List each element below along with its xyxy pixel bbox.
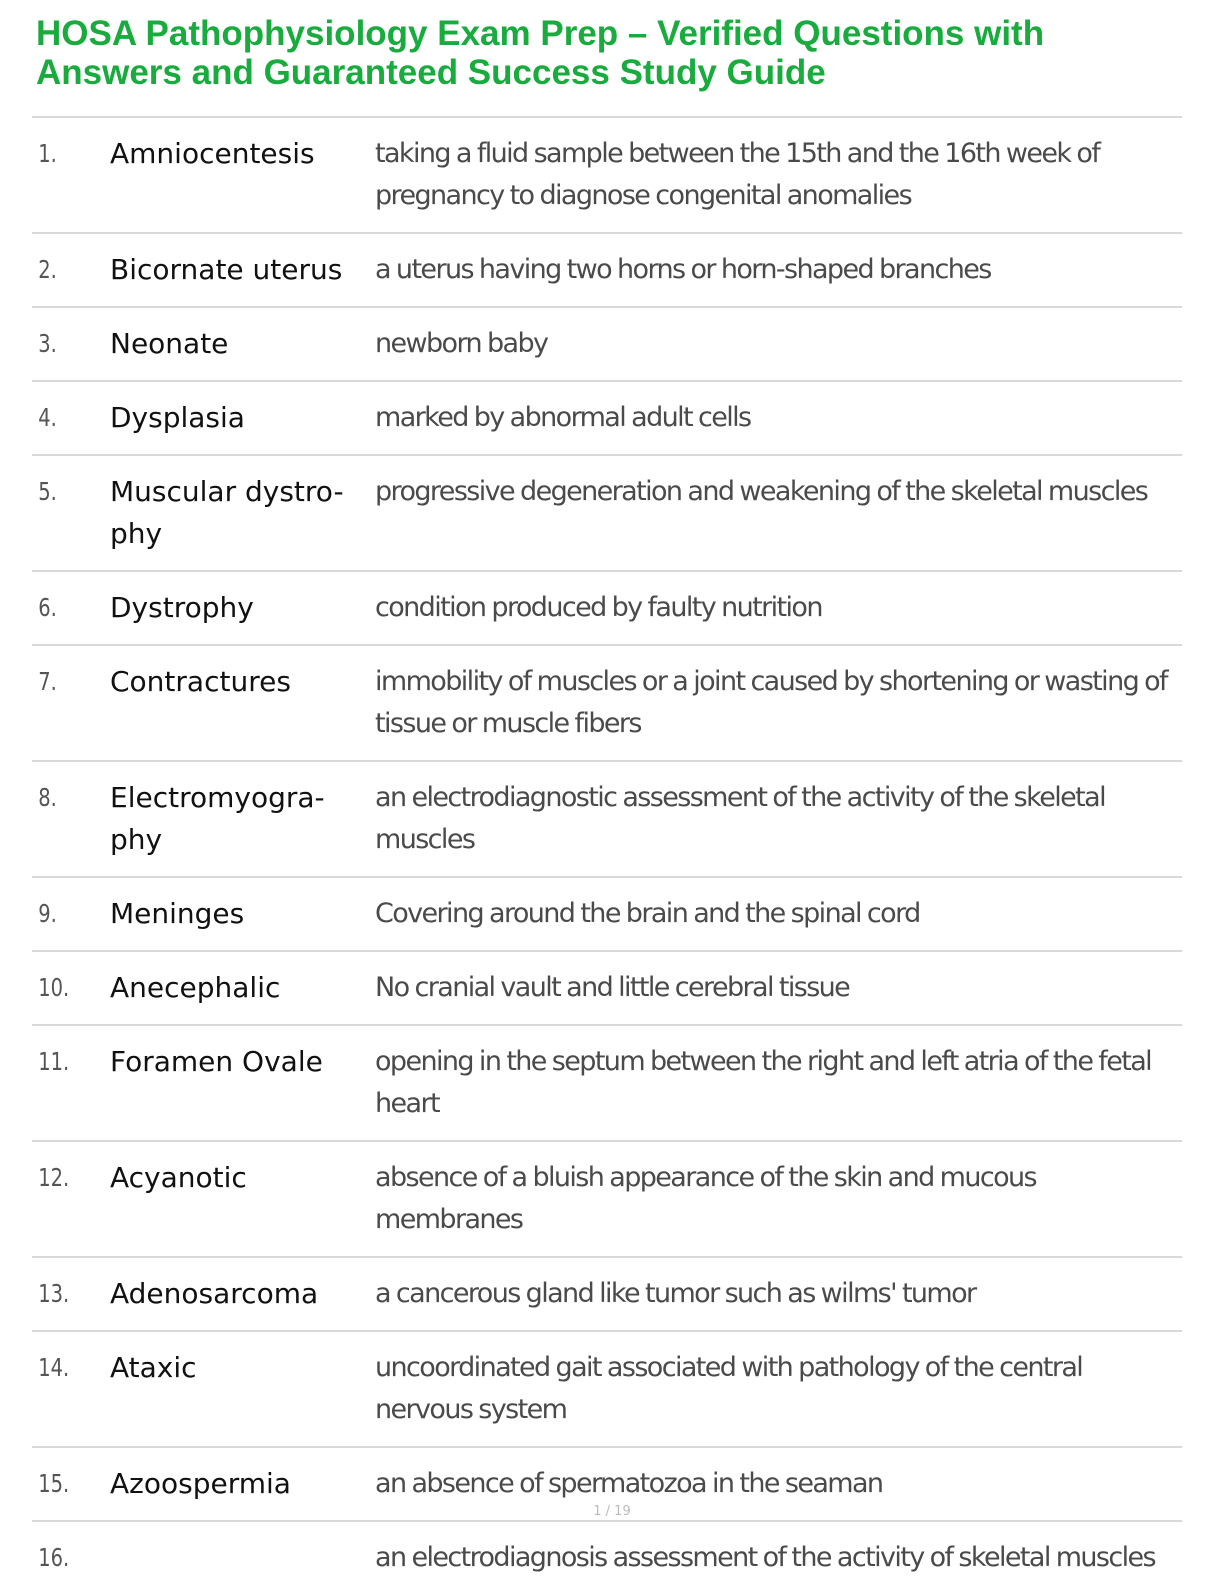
- card-term: Ataxic: [110, 1351, 197, 1384]
- card-number: 1.: [38, 139, 57, 168]
- card-number: 11.: [38, 1047, 70, 1076]
- card-definition: No cranial vault and little cerebral tissue: [375, 972, 850, 1003]
- card-row: [32, 456, 1182, 572]
- card-definition: condition produced by faulty nutrition: [375, 592, 822, 623]
- card-number: 6.: [38, 593, 57, 622]
- card-definition: taking a fluid sample between the 15th and the 16th week of pregnancy to diagnose congenital anomalies: [375, 138, 1100, 211]
- card-row: [32, 118, 1182, 234]
- card-term: Neonate: [110, 327, 229, 360]
- card-definition: marked by abnormal adult cells: [375, 402, 751, 433]
- card-row: [32, 1026, 1182, 1142]
- card-definition: an electrodiagnostic assessment of the activity of the skeletal muscles: [375, 782, 1105, 855]
- card-row: [32, 646, 1182, 762]
- card-definition: a uterus having two horns or horn-shaped branches: [375, 254, 991, 285]
- page-title: HOSA Pathophysiology Exam Prep – Verified Questions with Answers and Guaranteed Success Study Guide: [36, 14, 1045, 92]
- card-definition: uncoordinated gait associated with pathology of the central nervous system: [375, 1352, 1083, 1425]
- card-row: [32, 1258, 1182, 1332]
- card-definition: newborn baby: [375, 328, 548, 359]
- card-number: 2.: [38, 255, 57, 284]
- card-row: [32, 382, 1182, 456]
- flashcard-list: [32, 116, 1182, 1594]
- card-term: Amniocentesis: [110, 137, 315, 170]
- card-number: 14.: [38, 1353, 70, 1382]
- card-row: [32, 952, 1182, 1026]
- card-definition: absence of a bluish appearance of the skin and mucous membranes: [375, 1162, 1036, 1235]
- card-term: Anecephalic: [110, 971, 281, 1004]
- card-number: 3.: [38, 329, 57, 358]
- card-number: 16.: [38, 1543, 70, 1572]
- card-row: [32, 234, 1182, 308]
- card-number: 9.: [38, 899, 57, 928]
- card-number: 13.: [38, 1279, 70, 1308]
- card-number: 4.: [38, 403, 57, 432]
- card-number: 7.: [38, 667, 57, 696]
- card-row: [32, 1332, 1182, 1448]
- card-term: Foramen Ovale: [110, 1045, 323, 1078]
- card-number: 10.: [38, 973, 70, 1002]
- card-term: Acyanotic: [110, 1161, 247, 1194]
- card-number: 12.: [38, 1163, 70, 1192]
- card-definition: progressive degeneration and weakening of the skeletal muscles: [375, 476, 1148, 507]
- card-term: Meninges: [110, 897, 245, 930]
- card-term: Contractures: [110, 665, 291, 698]
- card-number: 8.: [38, 783, 57, 812]
- card-definition: an electrodiagnosis assessment of the activity of skeletal muscles: [375, 1542, 1156, 1573]
- card-definition: an absence of spermatozoa in the seaman: [375, 1468, 883, 1499]
- card-term: Dystrophy: [110, 591, 254, 624]
- card-definition: a cancerous gland like tumor such as wilms' tumor: [375, 1278, 976, 1309]
- card-definition: immobility of muscles or a joint caused by shortening or wasting of tissue or muscle fibers: [375, 666, 1167, 739]
- card-row: [32, 1522, 1182, 1594]
- card-definition: Covering around the brain and the spinal cord: [375, 898, 920, 929]
- card-definition: opening in the septum between the right and left atria of the fetal heart: [375, 1046, 1152, 1119]
- card-row: [32, 308, 1182, 382]
- card-term: Muscular dystro-phy: [110, 475, 344, 550]
- card-row: [32, 1142, 1182, 1258]
- card-term: Adenosarcoma: [110, 1277, 319, 1310]
- card-row: [32, 878, 1182, 952]
- card-number: 15.: [38, 1469, 70, 1498]
- card-term: Bicornate uterus: [110, 253, 343, 286]
- card-row: [32, 572, 1182, 646]
- card-number: 5.: [38, 477, 57, 506]
- card-term: Electromyogra-phy: [110, 781, 325, 856]
- card-term: Dysplasia: [110, 401, 245, 434]
- page-number: 1 / 19: [593, 1504, 631, 1519]
- card-term: Azoospermia: [110, 1467, 291, 1500]
- card-row: [32, 762, 1182, 878]
